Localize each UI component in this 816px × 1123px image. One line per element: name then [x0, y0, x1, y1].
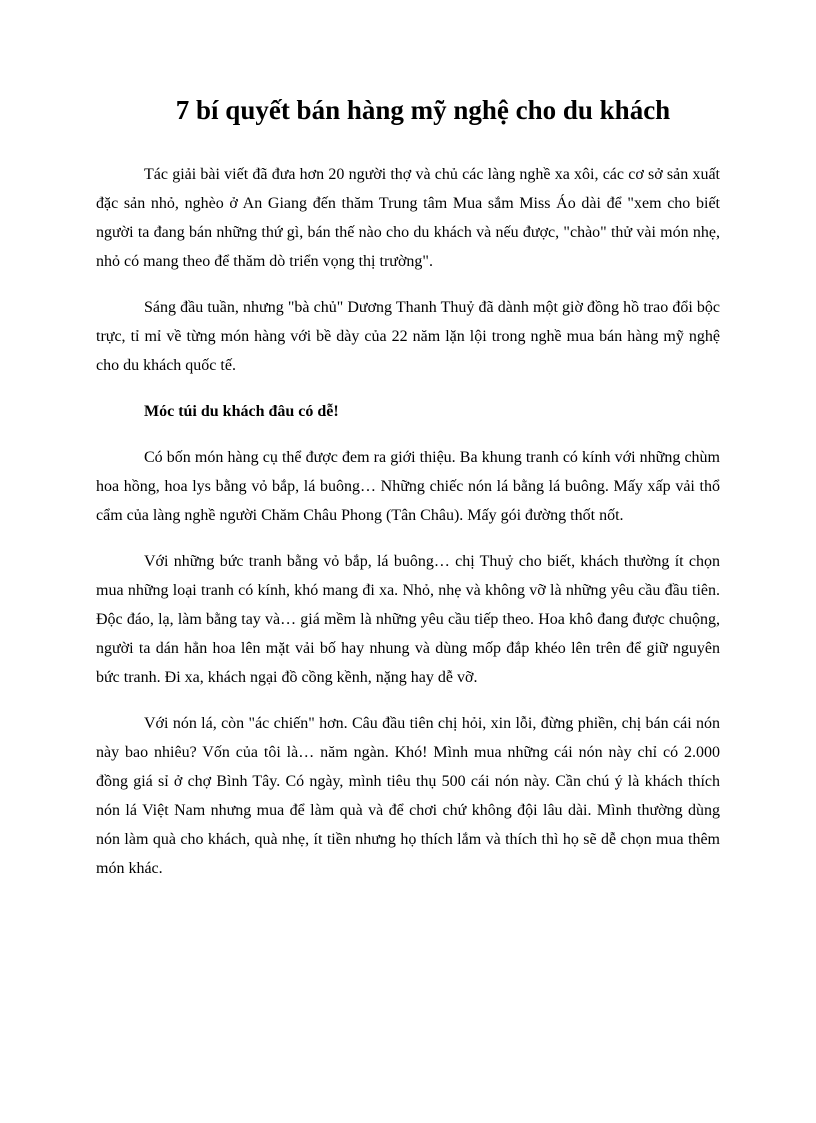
paragraph-conical-hats: Với nón lá, còn "ác chiến" hơn. Câu đầu tiên chị hỏi, xin lỗi, đừng phiền, chị bán cái nón này bao nhiêu? Vốn của tôi là… năm ngàn. Khó! Mình mua những cái nón này chỉ có 2.000 đồng giá sỉ ở chợ Bình Tây. Có ngày, mình tiêu thụ 500 cái nón này. Cần chú ý là khách thích nón lá Việt Nam nhưng mua để làm quà và để chơi chứ không đội lâu dài. Mình thường dùng nón làm quà cho khách, quà nhẹ, ít tiền nhưng họ thích lắm và thích thì họ sẽ dễ chọn mua thêm món khác.	[96, 715, 720, 877]
paragraph-intro: Tác giải bài viết đã đưa hơn 20 người thợ và chủ các làng nghề xa xôi, các cơ sở sản xuất đặc sản nhỏ, nghèo ở An Giang đến thăm Trung tâm Mua sắm Miss Áo dài để "xem cho biết người ta đang bán những thứ gì, bán thế nào cho du khách và nếu được, "chào" thử vài món nhẹ, nhỏ có mang theo để thăm dò triển vọng thị trường".	[96, 166, 720, 270]
paragraph-owner-meeting: Sáng đầu tuần, nhưng "bà chủ" Dương Thanh Thuỷ đã dành một giờ đồng hồ trao đổi bộc trực, tỉ mỉ về từng món hàng với bề dày của 22 năm lặn lội trong nghề mua bán hàng mỹ nghệ cho du khách quốc tế.	[96, 299, 720, 374]
paragraph-paintings: Với những bức tranh bằng vỏ bắp, lá buông… chị Thuỷ cho biết, khách thường ít chọn mua những loại tranh có kính, khó mang đi xa. Nhỏ, nhẹ và không vỡ là những yêu cầu đầu tiên. Độc đáo, lạ, làm bằng tay và… giá mềm là những yêu cầu tiếp theo. Hoa khô đang được chuộng, người ta dán hẳn hoa lên mặt vải bố hay nhung và dùng mốp đắp khéo lên trên để giữ nguyên bức tranh. Đi xa, khách ngại đồ cồng kềnh, nặng hay dễ vỡ.	[96, 553, 720, 686]
article-title: 7 bí quyết bán hàng mỹ nghệ cho du khách	[175, 95, 671, 125]
section-heading: Móc túi du khách đâu có dễ!	[144, 403, 339, 420]
document-page	[96, 90, 720, 883]
paragraph-products: Có bốn món hàng cụ thể được đem ra giới thiệu. Ba khung tranh có kính với những chùm hoa hồng, hoa lys bằng vỏ bắp, lá buông… Những chiếc nón lá bằng lá buông. Mấy xấp vải thổ cẩm của làng nghề người Chăm Châu Phong (Tân Châu). Mấy gói đường thốt nốt.	[96, 449, 720, 524]
